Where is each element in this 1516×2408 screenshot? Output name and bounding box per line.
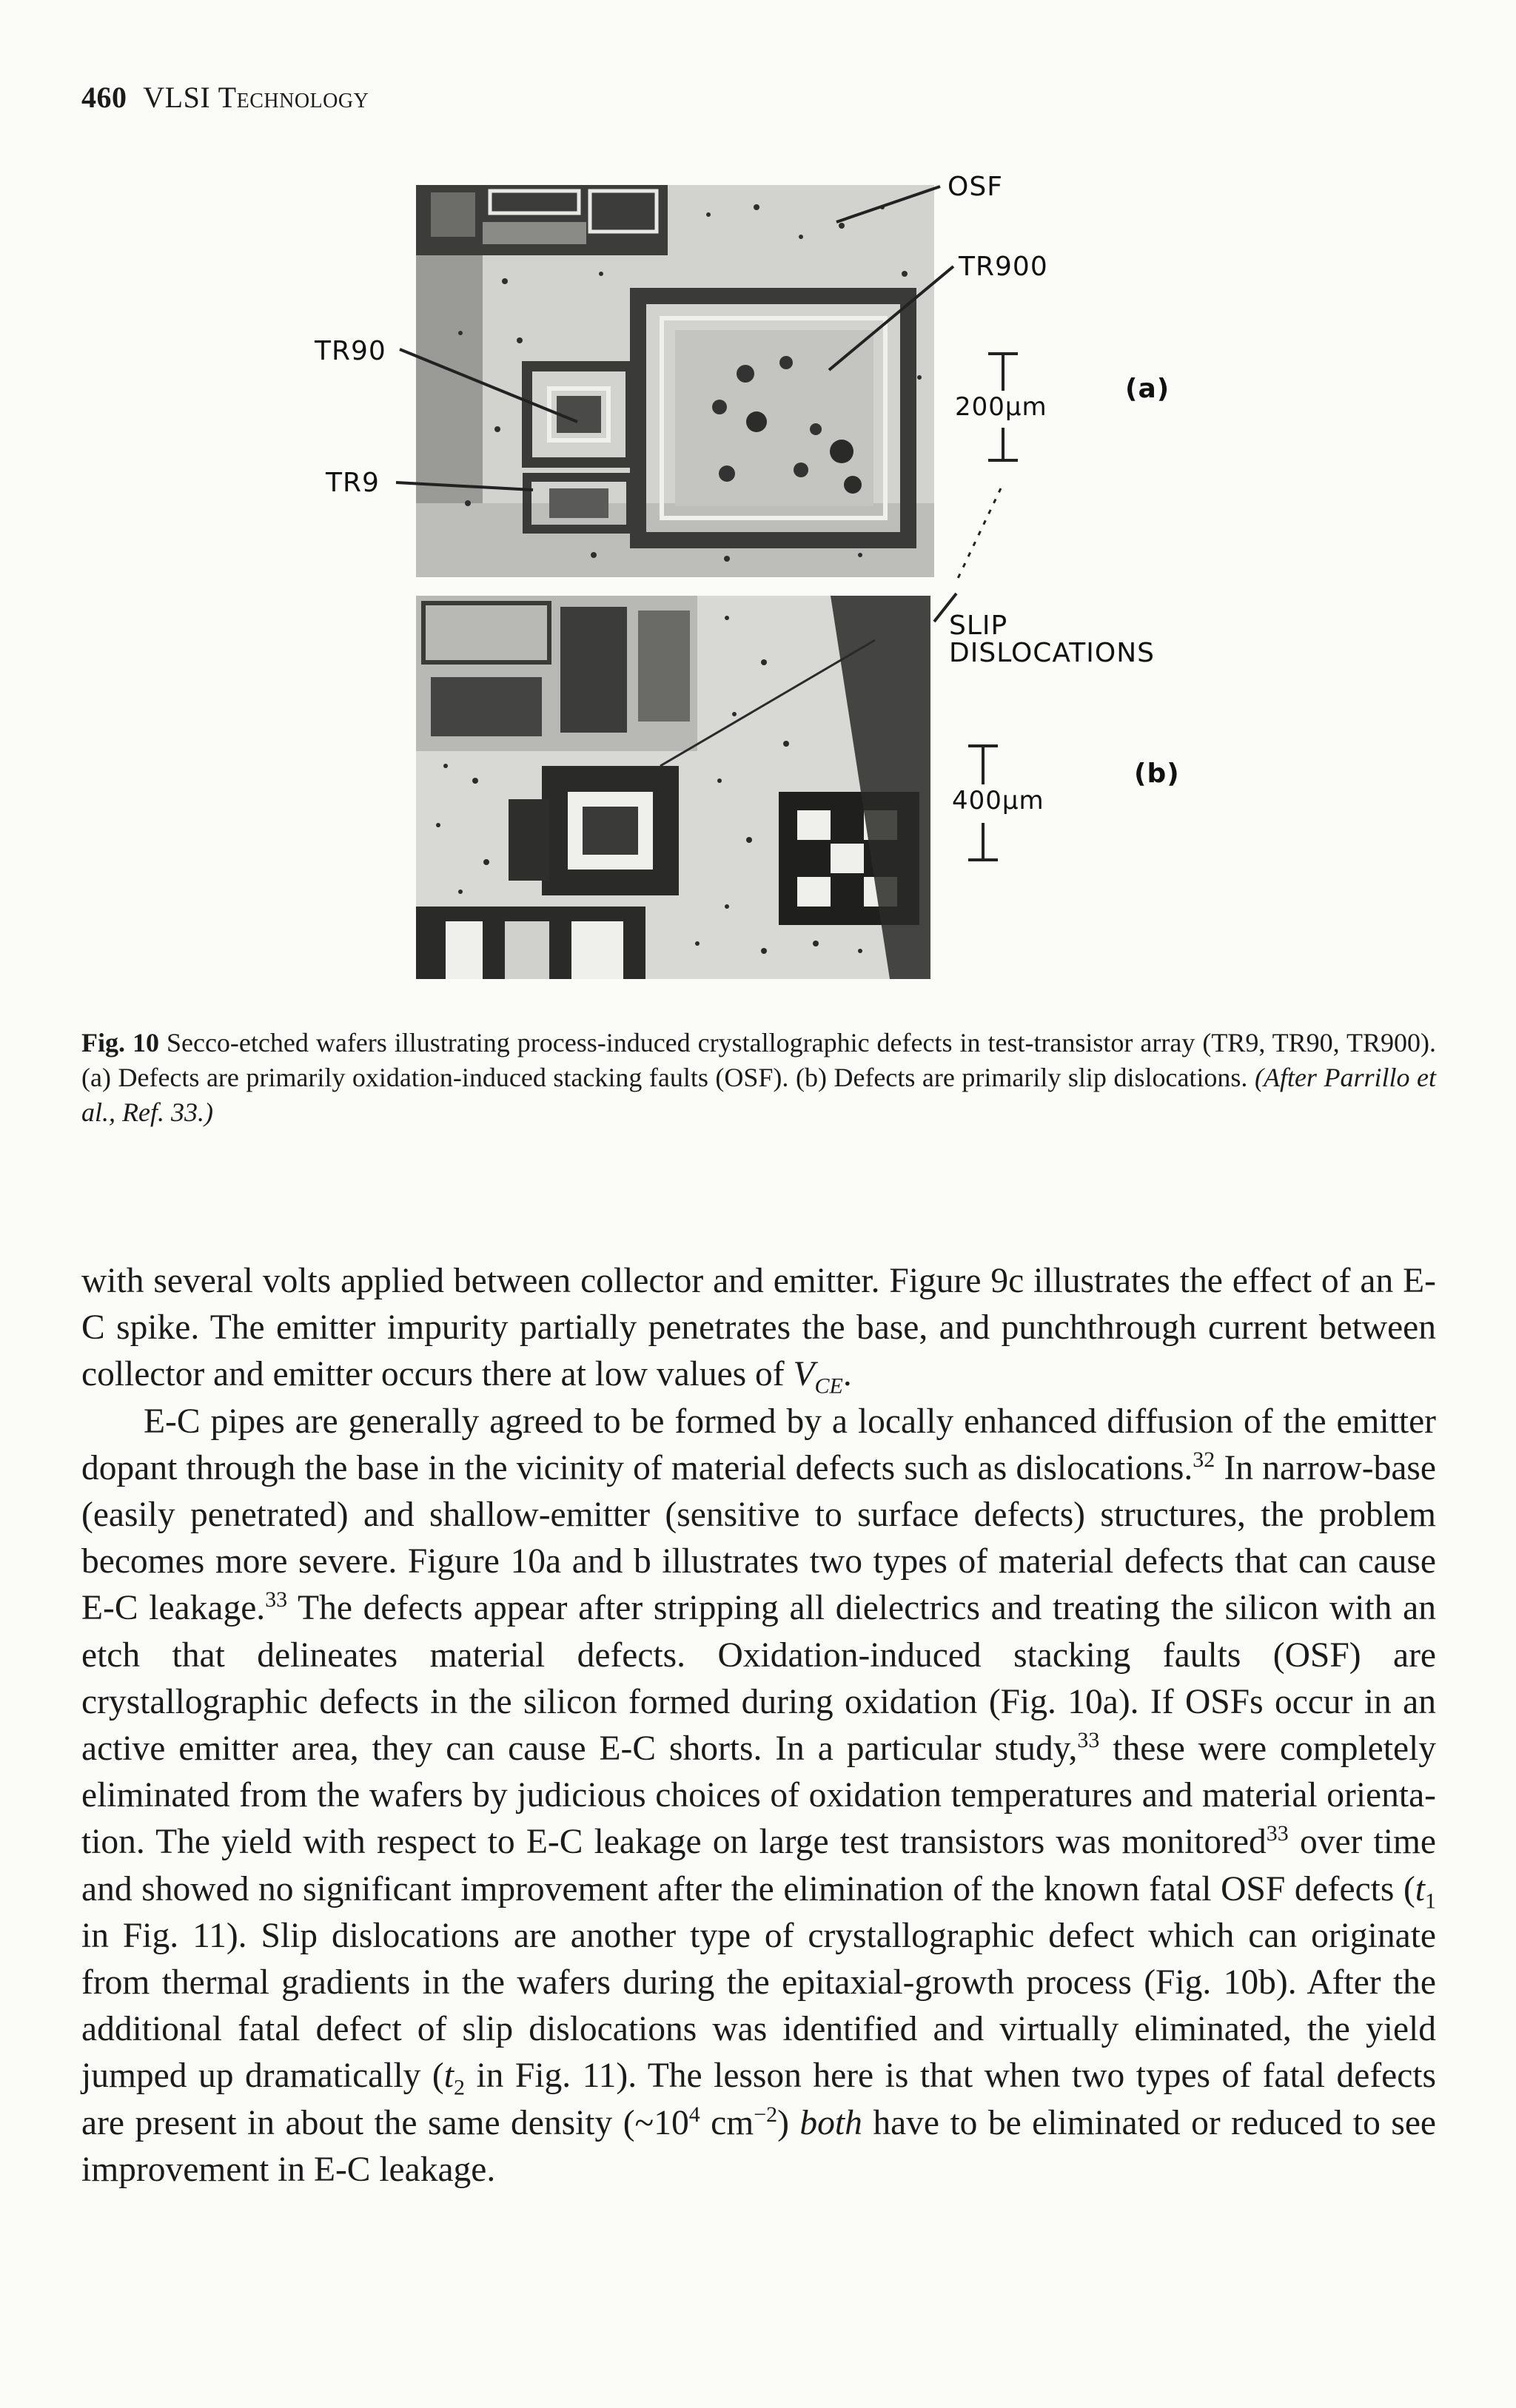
paragraph-2: E-C pipes are generally agreed to be formed by a locally enhanced diffusion of the emitter dopant through the base in the vicinity of material defects such as dislocations.$^{32}$ In narrow-base (easily penetrated) and shallow-emitter (sensitive to surface defects) structures, the problem becomes more severe. Figure 10a and b illustrates two types of material defects that can cause E-C leakage.$^{33}$ The defects appear after stripping all dielectrics and treating the silicon with an etch that delineates material defects. Oxidation-induced stacking faults (OSF) are crystallographic defects in the silicon formed during oxidation (Fig. 10a). If OSFs occur in an active emitter area, they can cause E-C shorts. In a particular study,$^{33}$ these were completely eliminated from the wafers by judicious choices of oxidation temperatures and material orientation. The yield with respect to E-C leakage on large test transistors was monitored$^{33}$ over time and showed no significant improvement after the elimination of the known fatal OSF defects ($t_1$ in Fig. 11). Slip dislocations are another type of crystallographic defect which can originate from thermal gradients in the wafers during the epitaxial-growth process (Fig. 10b). After the additional fatal defect of slip dislocations was identified and virtually eliminated, the yield jumped up dramatically ($t_2$ in Fig. 11). The lesson here is that when two types of fatal defects are present in about the same density ($\sim 10^4$ $cm^{-2}$) both have to be eliminated or reduced to see improvement in E-C leakage.	[81, 1402, 1436, 2189]
figure-leader-lines	[0, 0, 1516, 1036]
label-tr9: TR9	[326, 468, 380, 498]
panel-tag-a: (a)	[1125, 374, 1170, 404]
figure-caption	[81, 1026, 1436, 1130]
body-text	[81, 1258, 1436, 2193]
book-title-rest: Technology	[218, 81, 369, 114]
reference-33: 33	[1266, 1821, 1289, 1846]
caption-attribution: (After Parrillo et al., Ref. 33.)	[81, 1063, 1436, 1127]
caption-figure-number: Fig. 10	[81, 1028, 159, 1057]
caption-text: Secco-etched wafers illustrating process-induced crystallographic defects in test-transistor array (TR9, TR90, TR900). (a) Defects are primarily oxidation-induced stacking faults (OSF). (b) Defects are primarily slip dislocations.	[81, 1028, 1436, 1092]
panel-tag-b: (b)	[1134, 759, 1180, 789]
emphasis-both: both	[799, 2103, 862, 2142]
reference-32: 32	[1193, 1447, 1215, 1472]
label-tr90: TR90	[315, 336, 386, 366]
label-tr900: TR900	[959, 252, 1048, 282]
label-osf: OSF	[948, 172, 1003, 202]
reference-33: 33	[1077, 1728, 1100, 1753]
label-slip: SLIP	[949, 611, 1008, 641]
label-dislocations: DISLOCATIONS	[949, 638, 1155, 668]
paragraph-1: with several volts applied between collector and emitter. Figure 9c illustrates the effect of an E-C spike. The emitter impurity partially penetrates the base, and punchthrough current between collector and emitter occurs there at low values of $V_{CE}$.	[81, 1262, 1436, 1399]
scale-label-a: 200μm	[955, 392, 1047, 422]
page-number: 460	[81, 81, 127, 114]
reference-33: 33	[265, 1587, 288, 1612]
scale-label-b: 400μm	[952, 786, 1044, 815]
book-title-prefix: VLSI	[143, 81, 211, 114]
